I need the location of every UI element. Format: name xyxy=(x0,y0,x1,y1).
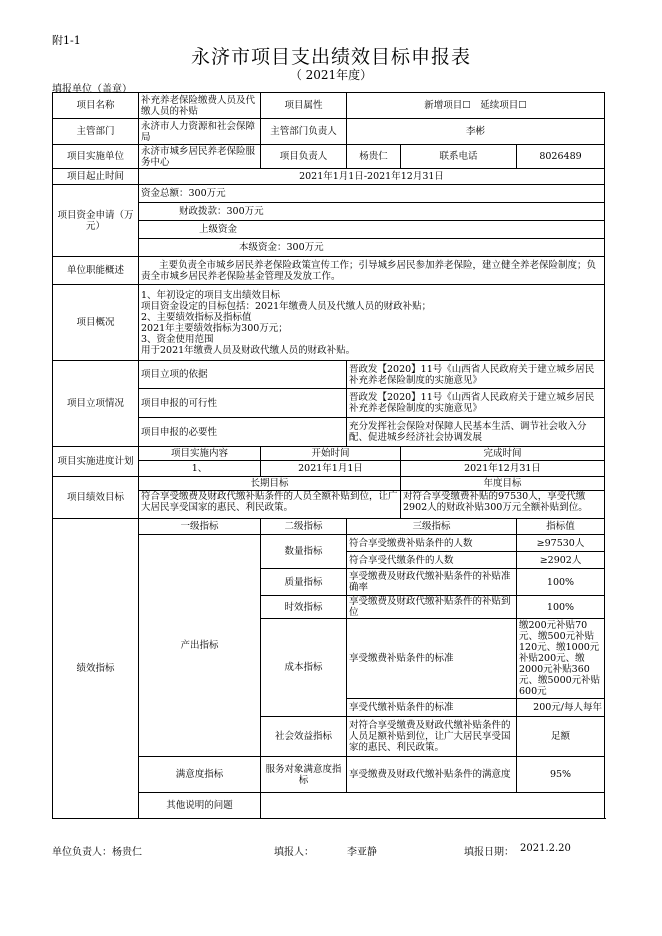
project-attr-value: 新增项目☐ 延续项目☐ xyxy=(347,93,605,119)
row-duty xyxy=(53,257,605,285)
quality-value: 100% xyxy=(517,569,605,596)
period-label: 项目起止时间 xyxy=(53,169,139,185)
schedule-end-header: 完成时间 xyxy=(401,447,605,461)
row-impl-unit xyxy=(53,145,605,169)
duty-label: 单位职能概述 xyxy=(53,257,139,285)
cost-item-2: 享受代缴补贴条件的标准 xyxy=(347,699,517,717)
overview-label: 项目概况 xyxy=(53,285,139,361)
year-goal-text: 对符合享受缴费补贴的97530人，享受代缴2902人的财政补贴300万元全额补贴到位。 xyxy=(401,491,605,519)
year-goal-header: 年度目标 xyxy=(401,477,605,491)
other-label: 其他说明的问题 xyxy=(139,793,261,819)
long-goal-text-content: 符合享受缴费及财政代缴补贴条件的人员全额补贴到位，让广大居民享受国家的惠民、利民政策。 xyxy=(141,491,398,513)
schedule-label: 项目实施进度计划 xyxy=(53,447,139,477)
social-indicator: 社会效益指标 xyxy=(261,717,347,757)
approval-basis-label: 项目立项的依据 xyxy=(139,361,347,389)
approval-feasibility-text: 晋政发【2020】11号《山西省人民政府关于建立城乡居民补充养老保险制度的实施意见》 xyxy=(347,389,605,418)
social-item: 对符合享受缴费及财政代缴补贴条件的人员足额补贴到位，让广大居民享受国家的惠民、利民政策。 xyxy=(347,717,517,757)
project-attr-label: 项目属性 xyxy=(261,93,347,119)
schedule-end: 2021年12月31日 xyxy=(401,461,605,477)
service-satisfaction-indicator: 服务对象满意度指标 xyxy=(261,757,347,793)
timeliness-value: 100% xyxy=(517,596,605,619)
dept-label: 主管部门 xyxy=(53,119,139,145)
cost-value-2: 200元/每人每年 xyxy=(517,699,605,717)
schedule-content: 1、 xyxy=(139,461,261,477)
period-value: 2021年1月1日-2021年12月31日 xyxy=(139,169,605,185)
row-schedule-head xyxy=(53,447,605,461)
goals-label: 项目绩效目标 xyxy=(53,477,139,519)
project-name-value: 补充养老保险缴费人员及代缴人员的补贴 xyxy=(139,93,261,119)
dept-head-value: 李彬 xyxy=(347,119,605,145)
funds-local: 本级资金：300万元 xyxy=(139,239,605,257)
reporting-unit-label: 填报单位（盖章） xyxy=(52,84,132,95)
row-indicator-head xyxy=(53,519,605,535)
cost-indicator: 成本指标 xyxy=(261,619,347,717)
dept-value: 永济市人力资源和社会保障局 xyxy=(139,119,261,145)
report-date-label: 填报日期： xyxy=(464,847,514,858)
level2-header: 二级指标 xyxy=(261,519,347,535)
row-funds-total xyxy=(53,185,605,203)
schedule-start: 2021年1月1日 xyxy=(261,461,401,477)
overview-text xyxy=(139,285,605,361)
indicators-label: 绩效指标 xyxy=(53,519,139,819)
quantity-item-1: 符合享受缴费补贴条件的人数 xyxy=(347,535,517,552)
output-indicator: 产出指标 xyxy=(139,535,261,757)
filler-label: 填报人： xyxy=(274,847,314,858)
form-year: （ 2021年度） xyxy=(289,68,373,82)
satisfaction-value: 95% xyxy=(517,757,605,793)
schedule-start-header: 开始时间 xyxy=(261,447,401,461)
approval-necessity-text: 充分发挥社会保险对保障人民基本生活、调节社会收入分配、促进城乡经济社会协调发展 xyxy=(347,418,605,447)
annex-number: 附1-1 xyxy=(52,34,81,47)
approval-necessity-label: 项目申报的必要性 xyxy=(139,418,347,447)
funds-label: 项目资金申请（万元） xyxy=(53,185,139,257)
row-overview xyxy=(53,285,605,361)
cost-item-1: 享受缴费补贴条件的标准 xyxy=(347,619,517,699)
impl-unit-value: 永济市城乡居民养老保险服务中心 xyxy=(139,145,261,169)
value-header: 指标值 xyxy=(517,519,605,535)
overview-line: 2、主要绩效指标及指标值 xyxy=(141,311,252,323)
approval-feasibility-label: 项目申报的可行性 xyxy=(139,389,347,418)
row-period xyxy=(53,169,605,185)
overview-line: 3、资金使用范围 xyxy=(141,333,214,345)
overview-line: 项目资金设定的目标包括：2021年缴费人员及代缴人员的财政补贴； xyxy=(141,300,432,312)
quantity-value-1: ≥97530人 xyxy=(517,535,605,552)
pm-label: 项目负责人 xyxy=(261,145,347,169)
funds-finance: 财政拨款：300万元 xyxy=(139,203,605,221)
overview-line: 2021年主要绩效指标为300万元； xyxy=(141,322,288,334)
approval-basis-text: 晋政发【2020】11号《山西省人民政府关于建立城乡居民补充养老保险制度的实施意见》 xyxy=(347,361,605,389)
row-approval-basis xyxy=(53,361,605,389)
level3-header: 三级指标 xyxy=(347,519,517,535)
quantity-indicator: 数量指标 xyxy=(261,535,347,569)
long-goal-text xyxy=(139,491,401,519)
quantity-item-2: 符合享受代缴条件的人数 xyxy=(347,552,517,569)
satisfaction-item: 享受缴费及财政代缴补贴条件的满意度 xyxy=(347,757,517,793)
phone-value: 8026489 xyxy=(517,145,605,169)
form-title: 永济市项目支出绩效目标申报表 xyxy=(190,46,471,68)
quality-item: 享受缴费及财政代缴补贴条件的补贴准确率 xyxy=(347,569,517,596)
schedule-content-header: 项目实施内容 xyxy=(139,447,261,461)
funds-superior: 上级资金 xyxy=(139,221,605,239)
satisfaction-indicator: 满意度指标 xyxy=(139,757,261,793)
quantity-value-2: ≥2902人 xyxy=(517,552,605,569)
report-date: 2021.2.20 xyxy=(520,843,571,854)
overview-line: 用于2021年缴费人员及财政代缴人员的财政补贴。 xyxy=(141,344,356,356)
timeliness-indicator: 时效指标 xyxy=(261,596,347,619)
unit-leader: 单位负责人：杨贵仁 xyxy=(52,847,142,858)
impl-unit-label: 项目实施单位 xyxy=(53,145,139,169)
project-name-label: 项目名称 xyxy=(53,93,139,119)
timeliness-item: 享受缴费及财政代缴补贴条件的补贴到位 xyxy=(347,596,517,619)
phone-label: 联系电话 xyxy=(401,145,517,169)
quality-indicator: 质量指标 xyxy=(261,569,347,596)
pm-value: 杨贵仁 xyxy=(347,145,401,169)
performance-target-form xyxy=(52,92,605,819)
dept-head-label: 主管部门负责人 xyxy=(261,119,347,145)
row-department xyxy=(53,119,605,145)
funds-total: 资金总额：300万元 xyxy=(139,185,605,203)
long-goal-header: 长期目标 xyxy=(139,477,401,491)
cost-value-1: 缴200元补贴70元、缴500元补贴120元、缴1000元补贴200元、缴2000元补贴360元、缴5000元补贴600元 xyxy=(517,619,605,699)
row-project-name xyxy=(53,93,605,119)
other-text xyxy=(261,793,605,819)
overview-line: 1、年初设定的项目支出绩效目标 xyxy=(141,289,281,301)
social-value: 足额 xyxy=(517,717,605,757)
duty-text: 主要负责全市城乡居民养老保险政策宣传工作；引导城乡居民参加养老保险，建立健全养老保险制度；负责全市城乡居民养老保险基金管理及发放工作。 xyxy=(139,257,605,285)
row-goals-head xyxy=(53,477,605,491)
filler-name: 李亚静 xyxy=(347,847,377,858)
level1-header: 一级指标 xyxy=(139,519,261,535)
approval-label: 项目立项情况 xyxy=(53,361,139,447)
